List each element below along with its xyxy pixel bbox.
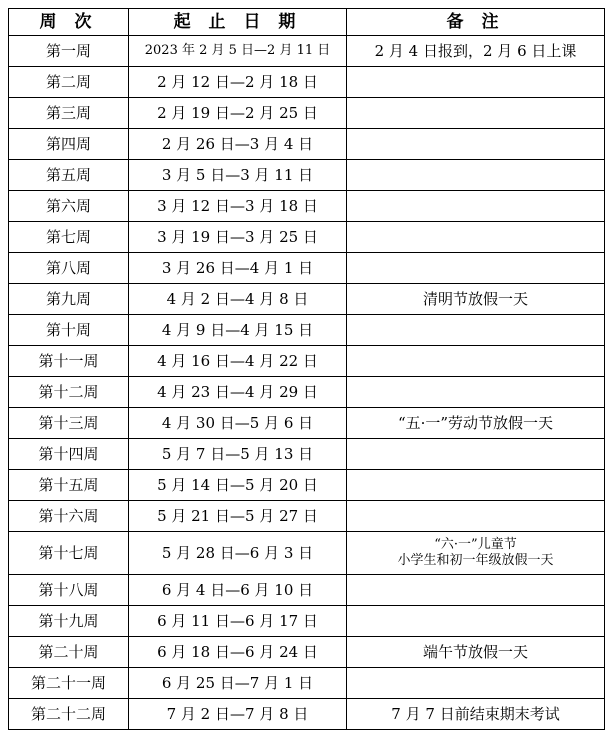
date-range-cell: 5 月 7 日—5 月 13 日 bbox=[129, 439, 347, 470]
note-cell bbox=[347, 129, 605, 160]
date-range-cell: 5 月 21 日—5 月 27 日 bbox=[129, 501, 347, 532]
date-range-cell: 4 月 30 日—5 月 6 日 bbox=[129, 408, 347, 439]
date-range-cell: 5 月 14 日—5 月 20 日 bbox=[129, 470, 347, 501]
note-cell bbox=[347, 315, 605, 346]
note-cell bbox=[347, 98, 605, 129]
table-row bbox=[9, 253, 605, 284]
note-cell bbox=[347, 160, 605, 191]
week-cell: 第十六周 bbox=[9, 501, 129, 532]
week-cell: 第十九周 bbox=[9, 606, 129, 637]
date-range-cell: 3 月 26 日—4 月 1 日 bbox=[129, 253, 347, 284]
week-cell: 第九周 bbox=[9, 284, 129, 315]
note-cell: 端午节放假一天 bbox=[347, 637, 605, 668]
date-range-cell: 2 月 12 日—2 月 18 日 bbox=[129, 67, 347, 98]
week-cell: 第二十一周 bbox=[9, 668, 129, 699]
date-range-cell: 5 月 28 日—6 月 3 日 bbox=[129, 532, 347, 575]
note-cell: “五·一”劳动节放假一天 bbox=[347, 408, 605, 439]
note-cell bbox=[347, 532, 605, 575]
table-header-row bbox=[9, 9, 605, 36]
table-row bbox=[9, 129, 605, 160]
header-week: 周 次 bbox=[9, 9, 129, 36]
date-range-cell: 6 月 4 日—6 月 10 日 bbox=[129, 575, 347, 606]
week-cell: 第二周 bbox=[9, 67, 129, 98]
date-range-cell: 2 月 19 日—2 月 25 日 bbox=[129, 98, 347, 129]
table-row bbox=[9, 377, 605, 408]
date-range-cell: 4 月 9 日—4 月 15 日 bbox=[129, 315, 347, 346]
date-range-cell: 4 月 23 日—4 月 29 日 bbox=[129, 377, 347, 408]
date-range-cell: 4 月 2 日—4 月 8 日 bbox=[129, 284, 347, 315]
table-row bbox=[9, 699, 605, 730]
table-row bbox=[9, 36, 605, 67]
week-cell: 第十三周 bbox=[9, 408, 129, 439]
week-cell: 第二十周 bbox=[9, 637, 129, 668]
week-cell: 第六周 bbox=[9, 191, 129, 222]
week-cell: 第五周 bbox=[9, 160, 129, 191]
week-cell: 第一周 bbox=[9, 36, 129, 67]
week-cell: 第八周 bbox=[9, 253, 129, 284]
date-range-cell: 3 月 5 日—3 月 11 日 bbox=[129, 160, 347, 191]
note-cell bbox=[347, 67, 605, 98]
note-cell bbox=[347, 470, 605, 501]
date-range-cell: 7 月 2 日—7 月 8 日 bbox=[129, 699, 347, 730]
week-cell: 第四周 bbox=[9, 129, 129, 160]
week-cell: 第三周 bbox=[9, 98, 129, 129]
week-cell: 第十四周 bbox=[9, 439, 129, 470]
table-row bbox=[9, 575, 605, 606]
note-cell: 7 月 7 日前结束期末考试 bbox=[347, 699, 605, 730]
note-cell: 2 月 4 日报到，2 月 6 日上课 bbox=[347, 36, 605, 67]
table-row bbox=[9, 408, 605, 439]
note-cell bbox=[347, 501, 605, 532]
note-line-1: “六·一”儿童节 bbox=[434, 537, 517, 552]
table-row bbox=[9, 98, 605, 129]
week-cell: 第十八周 bbox=[9, 575, 129, 606]
week-cell: 第十五周 bbox=[9, 470, 129, 501]
note-cell bbox=[347, 668, 605, 699]
note-cell bbox=[347, 606, 605, 637]
header-dates: 起 止 日 期 bbox=[129, 9, 347, 36]
table-row bbox=[9, 439, 605, 470]
note-cell bbox=[347, 439, 605, 470]
date-range-cell: 6 月 25 日—7 月 1 日 bbox=[129, 668, 347, 699]
date-range-cell: 4 月 16 日—4 月 22 日 bbox=[129, 346, 347, 377]
date-range-cell: 6 月 11 日—6 月 17 日 bbox=[129, 606, 347, 637]
table-row bbox=[9, 315, 605, 346]
note-cell bbox=[347, 191, 605, 222]
table-row bbox=[9, 284, 605, 315]
table-row bbox=[9, 532, 605, 575]
note-cell bbox=[347, 253, 605, 284]
table-row bbox=[9, 606, 605, 637]
week-cell: 第十周 bbox=[9, 315, 129, 346]
note-cell bbox=[347, 222, 605, 253]
table-row bbox=[9, 160, 605, 191]
week-cell: 第七周 bbox=[9, 222, 129, 253]
week-cell: 第十一周 bbox=[9, 346, 129, 377]
table-row bbox=[9, 191, 605, 222]
table-row bbox=[9, 222, 605, 253]
table-row bbox=[9, 668, 605, 699]
table-row bbox=[9, 67, 605, 98]
table-row bbox=[9, 346, 605, 377]
week-cell: 第二十二周 bbox=[9, 699, 129, 730]
week-cell: 第十二周 bbox=[9, 377, 129, 408]
note-cell bbox=[347, 575, 605, 606]
date-range-cell: 6 月 18 日—6 月 24 日 bbox=[129, 637, 347, 668]
note-cell: 清明节放假一天 bbox=[347, 284, 605, 315]
table-row bbox=[9, 501, 605, 532]
table-row bbox=[9, 470, 605, 501]
note-line-2: 小学生和初一年级放假一天 bbox=[397, 553, 554, 568]
date-range-cell: 3 月 19 日—3 月 25 日 bbox=[129, 222, 347, 253]
date-range-cell: 3 月 12 日—3 月 18 日 bbox=[129, 191, 347, 222]
table-row bbox=[9, 637, 605, 668]
note-cell bbox=[347, 377, 605, 408]
note-cell bbox=[347, 346, 605, 377]
header-notes: 备 注 bbox=[347, 9, 605, 36]
semester-schedule-table bbox=[8, 8, 605, 730]
date-range-cell: 2023 年 2 月 5 日—2 月 11 日 bbox=[129, 36, 347, 67]
date-range-cell: 2 月 26 日—3 月 4 日 bbox=[129, 129, 347, 160]
week-cell: 第十七周 bbox=[9, 532, 129, 575]
